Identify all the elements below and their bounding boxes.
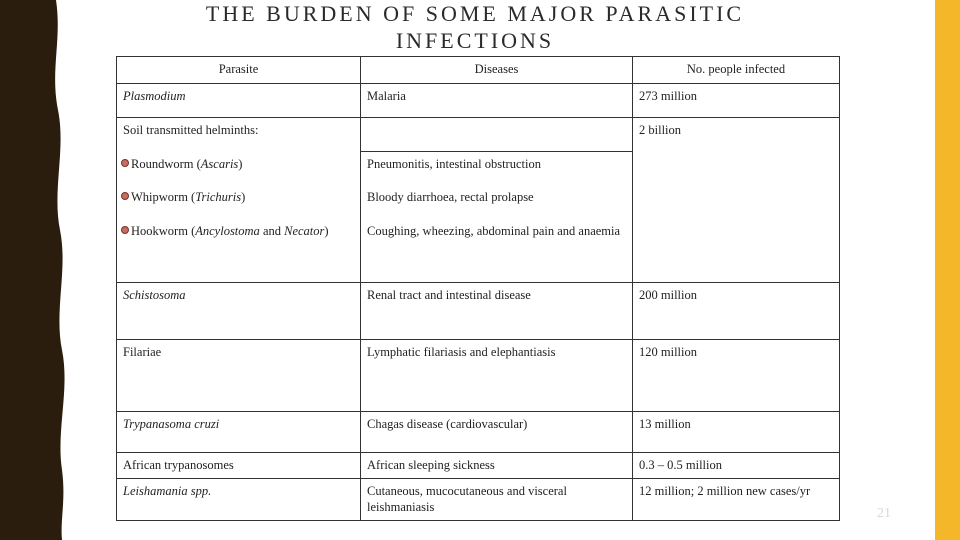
cell-parasite: Roundworm (Ascaris) [117,152,361,185]
cell-count: 0.3 – 0.5 million [633,453,840,479]
header-diseases: Diseases [361,57,633,84]
wavy-edge-decoration [0,0,72,540]
cell-parasite: Trypanasoma cruzi [117,412,361,453]
cell-count: 273 million [633,84,840,118]
cell-count: 200 million [633,283,840,340]
cell-count: 13 million [633,412,840,453]
cell-parasite: Schistosoma [117,283,361,340]
cell-parasite: Filariae [117,340,361,412]
cell-parasite: African trypanosomes [117,453,361,479]
cell-parasite: Soil transmitted helminths: [117,118,361,152]
left-decorative-band [0,0,72,540]
cell-parasite: Plasmodium [117,84,361,118]
table-row [117,84,840,118]
table-row [117,412,840,453]
cell-disease: Coughing, wheezing, abdominal pain and anaemia [361,219,633,283]
cell-disease: Renal tract and intestinal disease [361,283,633,340]
table-row [117,453,840,479]
cell-disease [361,118,633,152]
table-header-row [117,57,840,84]
parasite-burden-table [116,56,840,521]
cell-parasite: Leishamania spp. [117,479,361,521]
bullet-icon [121,159,129,167]
cell-parasite: Whipworm (Trichuris) [117,185,361,219]
cell-disease: Cutaneous, mucocutaneous and visceral leishmaniasis [361,479,633,521]
title-line-1: THE BURDEN OF SOME MAJOR PARASITIC [205,1,745,26]
cell-parasite: Hookworm (Ancylostoma and Necator) [117,219,361,283]
slide-title [150,0,800,54]
table-row [117,283,840,340]
cell-disease: Malaria [361,84,633,118]
table-row [117,479,840,521]
cell-disease: Lymphatic filariasis and elephantiasis [361,340,633,412]
bullet-icon [121,192,129,200]
title-line-2: INFECTIONS [395,28,555,53]
table-row [117,340,840,412]
cell-disease: Pneumonitis, intestinal obstruction [361,152,633,185]
cell-count: 12 million; 2 million new cases/yr [633,479,840,521]
header-people-infected: No. people infected [633,57,840,84]
page-number: 21 [877,506,891,521]
cell-count: 120 million [633,340,840,412]
bullet-icon [121,226,129,234]
right-accent-bar [935,0,960,540]
cell-disease: Chagas disease (cardiovascular) [361,412,633,453]
header-parasite: Parasite [117,57,361,84]
cell-disease: Bloody diarrhoea, rectal prolapse [361,185,633,219]
cell-disease: African sleeping sickness [361,453,633,479]
table-row [117,118,840,152]
cell-count: 2 billion [633,118,840,283]
